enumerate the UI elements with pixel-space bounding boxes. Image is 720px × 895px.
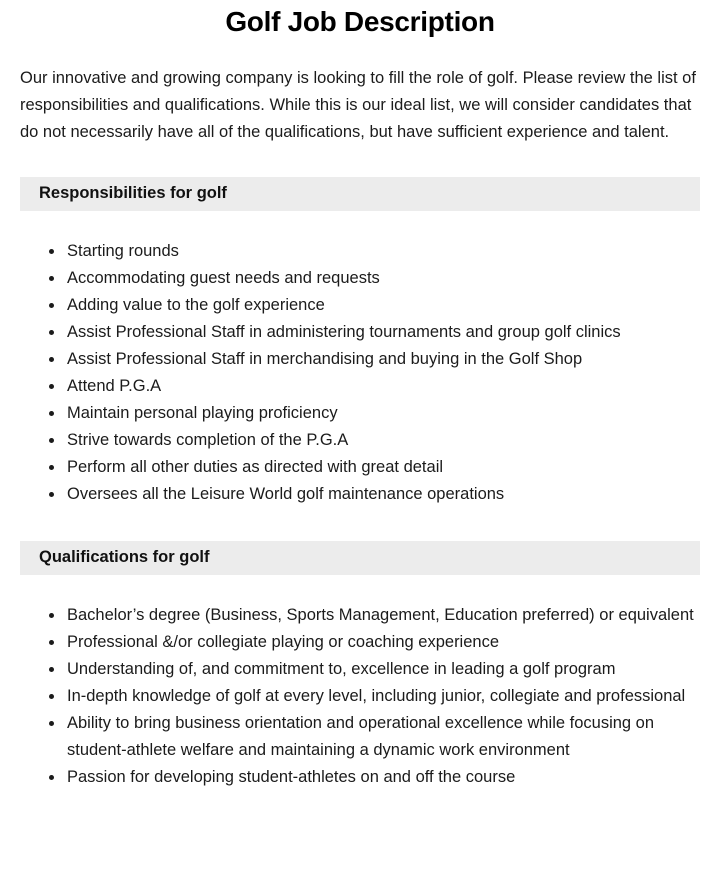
list-item: • Perform all other duties as directed with great detail <box>65 454 700 481</box>
qualifications-list <box>20 602 700 791</box>
section-qualifications <box>20 541 700 791</box>
list-item: • Assist Professional Staff in merchandising and buying in the Golf Shop <box>65 346 700 373</box>
list-item: • Maintain personal playing proficiency <box>65 400 700 427</box>
list-item: • Starting rounds <box>65 238 700 265</box>
page-title: Golf Job Description <box>225 6 495 37</box>
list-item: • Bachelor’s degree (Business, Sports Management, Education preferred) or equivalent <box>65 602 700 629</box>
list-item: • Adding value to the golf experience <box>65 292 700 319</box>
list-item: • Accommodating guest needs and requests <box>65 265 700 292</box>
list-item: • Attend P.G.A <box>65 373 700 400</box>
section-responsibilities <box>20 177 700 508</box>
list-item: • Assist Professional Staff in administering tournaments and group golf clinics <box>65 319 700 346</box>
list-item: • In-depth knowledge of golf at every level, including junior, collegiate and professional <box>65 683 700 710</box>
responsibilities-section-header: Responsibilities for golf <box>20 177 700 211</box>
responsibilities-list <box>20 238 700 508</box>
list-item: • Understanding of, and commitment to, excellence in leading a golf program <box>65 656 700 683</box>
intro-paragraph: Our innovative and growing company is looking to fill the role of golf. Please review the list of responsibilities and qualifications. While this is our ideal list, we will consider candidates that do not necessarily have all of the qualifications, but have sufficient experience and talent. <box>20 69 696 141</box>
list-item: • Oversees all the Leisure World golf maintenance operations <box>65 481 700 508</box>
list-item: • Passion for developing student-athletes on and off the course <box>65 764 700 791</box>
qualifications-section-header: Qualifications for golf <box>20 541 700 575</box>
list-item: • Professional &/or collegiate playing or coaching experience <box>65 629 700 656</box>
list-item: • Ability to bring business orientation and operational excellence while focusing on student-athlete welfare and maintaining a dynamic work environment <box>65 710 700 764</box>
list-item: • Strive towards completion of the P.G.A <box>65 427 700 454</box>
